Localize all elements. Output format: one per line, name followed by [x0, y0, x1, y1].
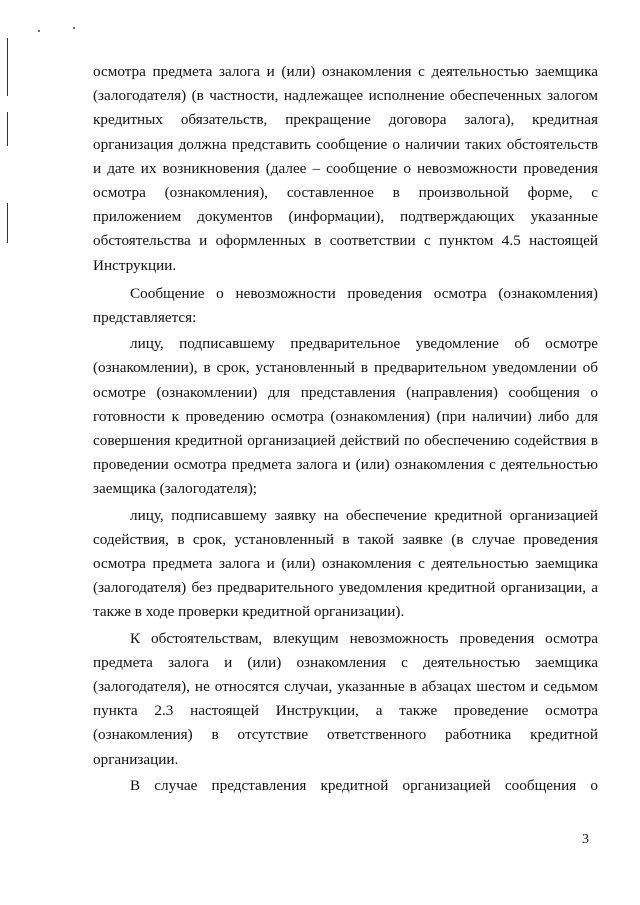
- document-body: [93, 60, 598, 798]
- paragraph: лицу, подписавшему заявку на обеспечение кредитной организацией содействия, в срок, установленный в такой заявке (в случае проведения осмотра предмета залога и (или) ознакомления с деятельностью заемщика (залогодателя) без предварительного уведомления кредитной организации, а также в ходе проверки кредитной организации).: [93, 506, 598, 621]
- paragraph: Сообщение о невозможности проведения осмотра (ознакомления) представляется:: [93, 284, 598, 327]
- scan-edge-line: [7, 38, 8, 96]
- paragraph: осмотра предмета залога и (или) ознакомления с деятельностью заемщика (залогодателя) (в частности, надлежащее исполнение обеспеченных залогом кредитных обязательств, прекращение договора залога), кредитная организация должна представить сообщение о наличии таких обстоятельств и дате их возникновения (далее – сообщение о невозможности проведения осмотра (ознакомления), составленное в произвольной форме, с приложением документов (информации), подтверждающих указанные обстоятельства и оформленных в соответствии с пунктом 4.5 настоящей Инструкции.: [93, 63, 598, 274]
- paragraph: В случае представления кредитной организацией сообщения о: [130, 776, 598, 794]
- page-number: 3: [582, 832, 589, 847]
- scan-edge-line: [7, 203, 8, 243]
- scan-speck: [38, 30, 40, 32]
- paragraph: лицу, подписавшему предварительное уведомление об осмотре (ознакомлении), в срок, установленный в предварительном уведомлении об осмотре (ознакомлении) для представления (направления) сообщения о готовности к проведению осмотра (ознакомления) (при наличии) либо для совершения кредитной организацией действий по обеспечению содействия в проведении осмотра предмета залога и (или) ознакомления с деятельностью заемщика (залогодателя);: [93, 335, 598, 498]
- scan-speck: [73, 27, 75, 29]
- paragraph: К обстоятельствам, влекущим невозможность проведения осмотра предмета залога и (или) ознакомления с деятельностью заемщика (залогодателя), не относятся случаи, указанные в абзацах шестом и седьмом пункта 2.3 настоящей Инструкции, а также проведение осмотра (ознакомления) в отсутствие ответственного работника кредитной организации.: [93, 629, 598, 768]
- scan-edge-line: [7, 112, 8, 146]
